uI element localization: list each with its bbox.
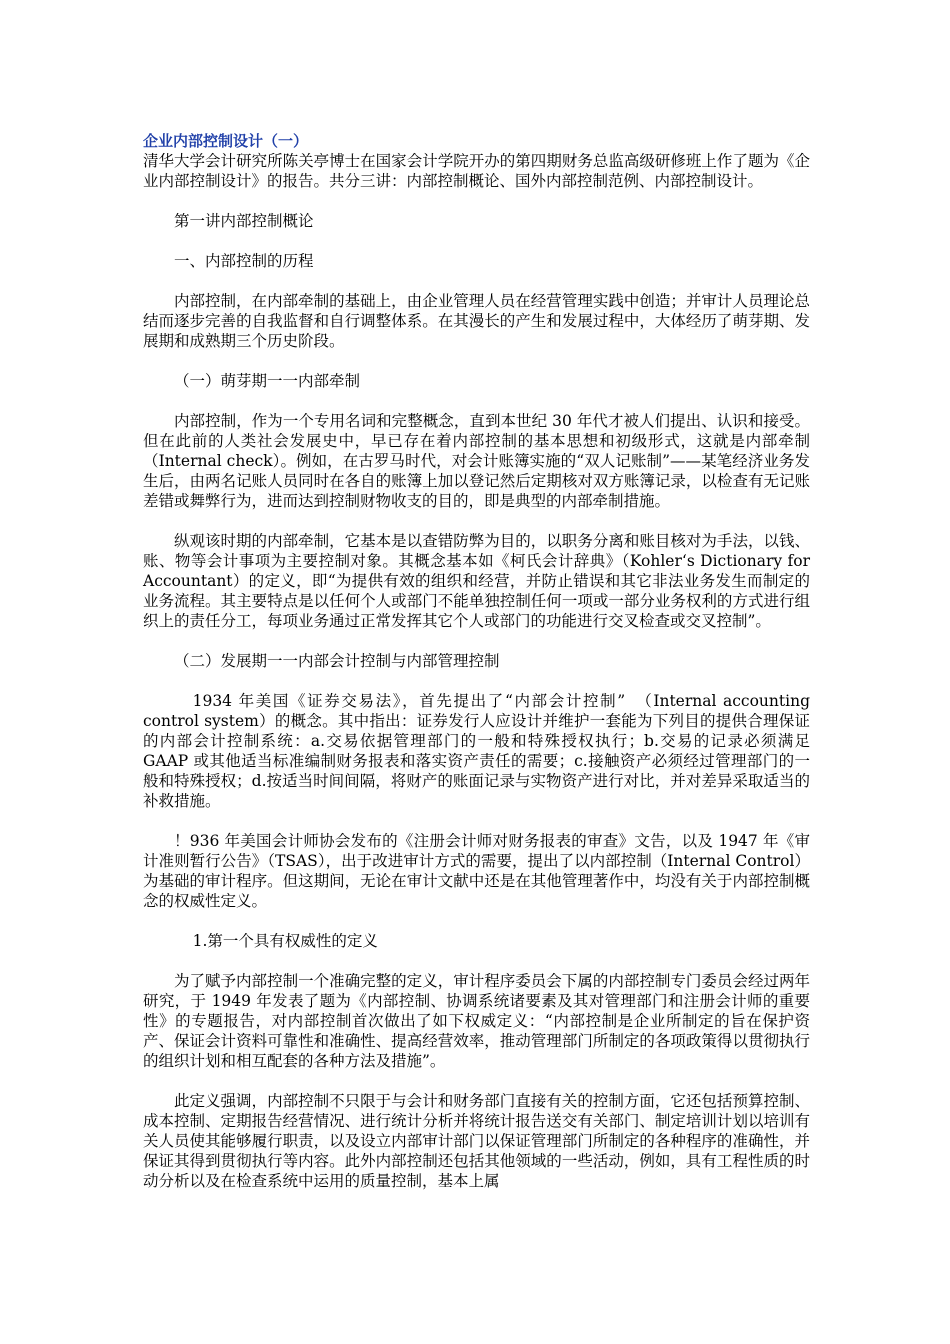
paragraph-sub1-a: 内部控制，作为一个专用名词和完整概念，直到本世纪 30 年代才被人们提出、认识和接受。但在此前的人类社会发展史中，早已存在着内部控制的基本思想和初级形式，这就是内部牵制（Internal check）。例如，在古罗马时代，对会计账簿实施的“双人记账制”——某笔经济业务发生后，由两名记账人员同时在各自的账簿上加以登记然后定期核对双方账簿记录，以检查有无记账差错或舞弊行为，进而达到控制财物收支的目的，即是典型的内部牵制措施。 bbox=[143, 412, 810, 510]
paragraph-point1-b: 此定义强调，内部控制不只限于与会计和财务部门直接有关的控制方面，它还包括预算控制、成本控制、定期报告经营情况、进行统计分析并将统计报告送交有关部门、制定培训计划以培训有关人员使其能够履行职责，以及设立内部审计部门以保证管理部门所制定的各种程序的准确性，并保证其得到贯彻执行等内容。此外内部控制还包括其他领域的一些活动，例如，具有工程性质的时动分析以及在检查系统中运用的质量控制，基本上属 bbox=[143, 1092, 810, 1190]
subsection-2-heading: （二）发展期一一内部会计控制与内部管理控制 bbox=[174, 652, 500, 670]
paragraph-point1-a: 为了赋予内部控制一个准确完整的定义，审计程序委员会下属的内部控制专门委员会经过两年研究，于 1949 年发表了题为《内部控制、协调系统诸要素及其对管理部门和注册会计师的重要性》的专题报告，对内部控制首次做出了如下权威定义：“内部控制是企业所制定的旨在保护资产、保证会计资料可靠性和准确性、提高经营效率，推动管理部门所制定的各项政策得以贯彻执行的组织计划和相互配套的各种方法及措施”。 bbox=[143, 972, 810, 1070]
paragraph-sub2-b: ！936 年美国会计师协会发布的《注册会计师对财务报表的审查》文告，以及 1947 年《审计准则暂行公告》（TSAS），出于改进审计方式的需要，提出了以内部控制（Internal Control）为基础的审计程序。但这期间，无论在审计文献中还是在其他管理著作中，均没有关于内部控制概念的权威性定义。 bbox=[143, 832, 810, 910]
document-page bbox=[143, 131, 810, 1211]
subsection-1-heading: （一）萌芽期一一内部牵制 bbox=[174, 372, 361, 390]
point-1-heading: 1.第一个具有权威性的定义 bbox=[192, 932, 378, 950]
section-heading: 一、内部控制的历程 bbox=[174, 252, 314, 270]
paragraph-history: 内部控制，在内部牵制的基础上，由企业管理人员在经营管理实践中创造；并审计人员理论总结而逐步完善的自我监督和自行调整体系。在其漫长的产生和发展过程中，大体经历了萌芽期、发展期和成熟期三个历史阶段。 bbox=[143, 292, 810, 350]
paragraph-sub1-b: 纵观该时期的内部牵制，它基本是以查错防弊为目的，以职务分离和账目核对为手法，以钱、账、物等会计事项为主要控制对象。其概念基本如《柯氏会计辞典》（Kohler‘s Dictionary for Accountant）的定义，即“为提供有效的组织和经营，并防止错误和其它非法业务发生而制定的业务流程。其主要特点是以任何个人或部门不能单独控制任何一项或一部分业务权利的方式进行组织上的责任分工，每项业务通过正常发挥其它个人或部门的功能进行交叉检查或交叉控制”。 bbox=[143, 532, 810, 630]
intro-paragraph: 清华大学会计研究所陈关亭博士在国家会计学院开办的第四期财务总监高级研修班上作了题为《企业内部控制设计》的报告。共分三讲：内部控制概论、国外内部控制范例、内部控制设计。 bbox=[143, 152, 810, 190]
lecture-heading: 第一讲内部控制概论 bbox=[174, 212, 314, 230]
document-title: 企业内部控制设计（一） bbox=[143, 132, 309, 150]
paragraph-sub2-a: 1934 年美国《证券交易法》，首先提出了“内部会计控制” （Internal accounting control system）的概念。其中指出：证券发行人应设计并维护一套能为下列目的提供合理保证的内部会计控制系统：a.交易依据管理部门的一般和特殊授权执行；b.交易的记录必须满足 GAAP 或其他适当标准编制财务报表和落实资产责任的需要；c.接触资产必须经过管理部门的一般和特殊授权；d.按适当时间间隔，将财产的账面记录与实物资产进行对比，并对差异采取适当的补救措施。 bbox=[143, 692, 810, 810]
